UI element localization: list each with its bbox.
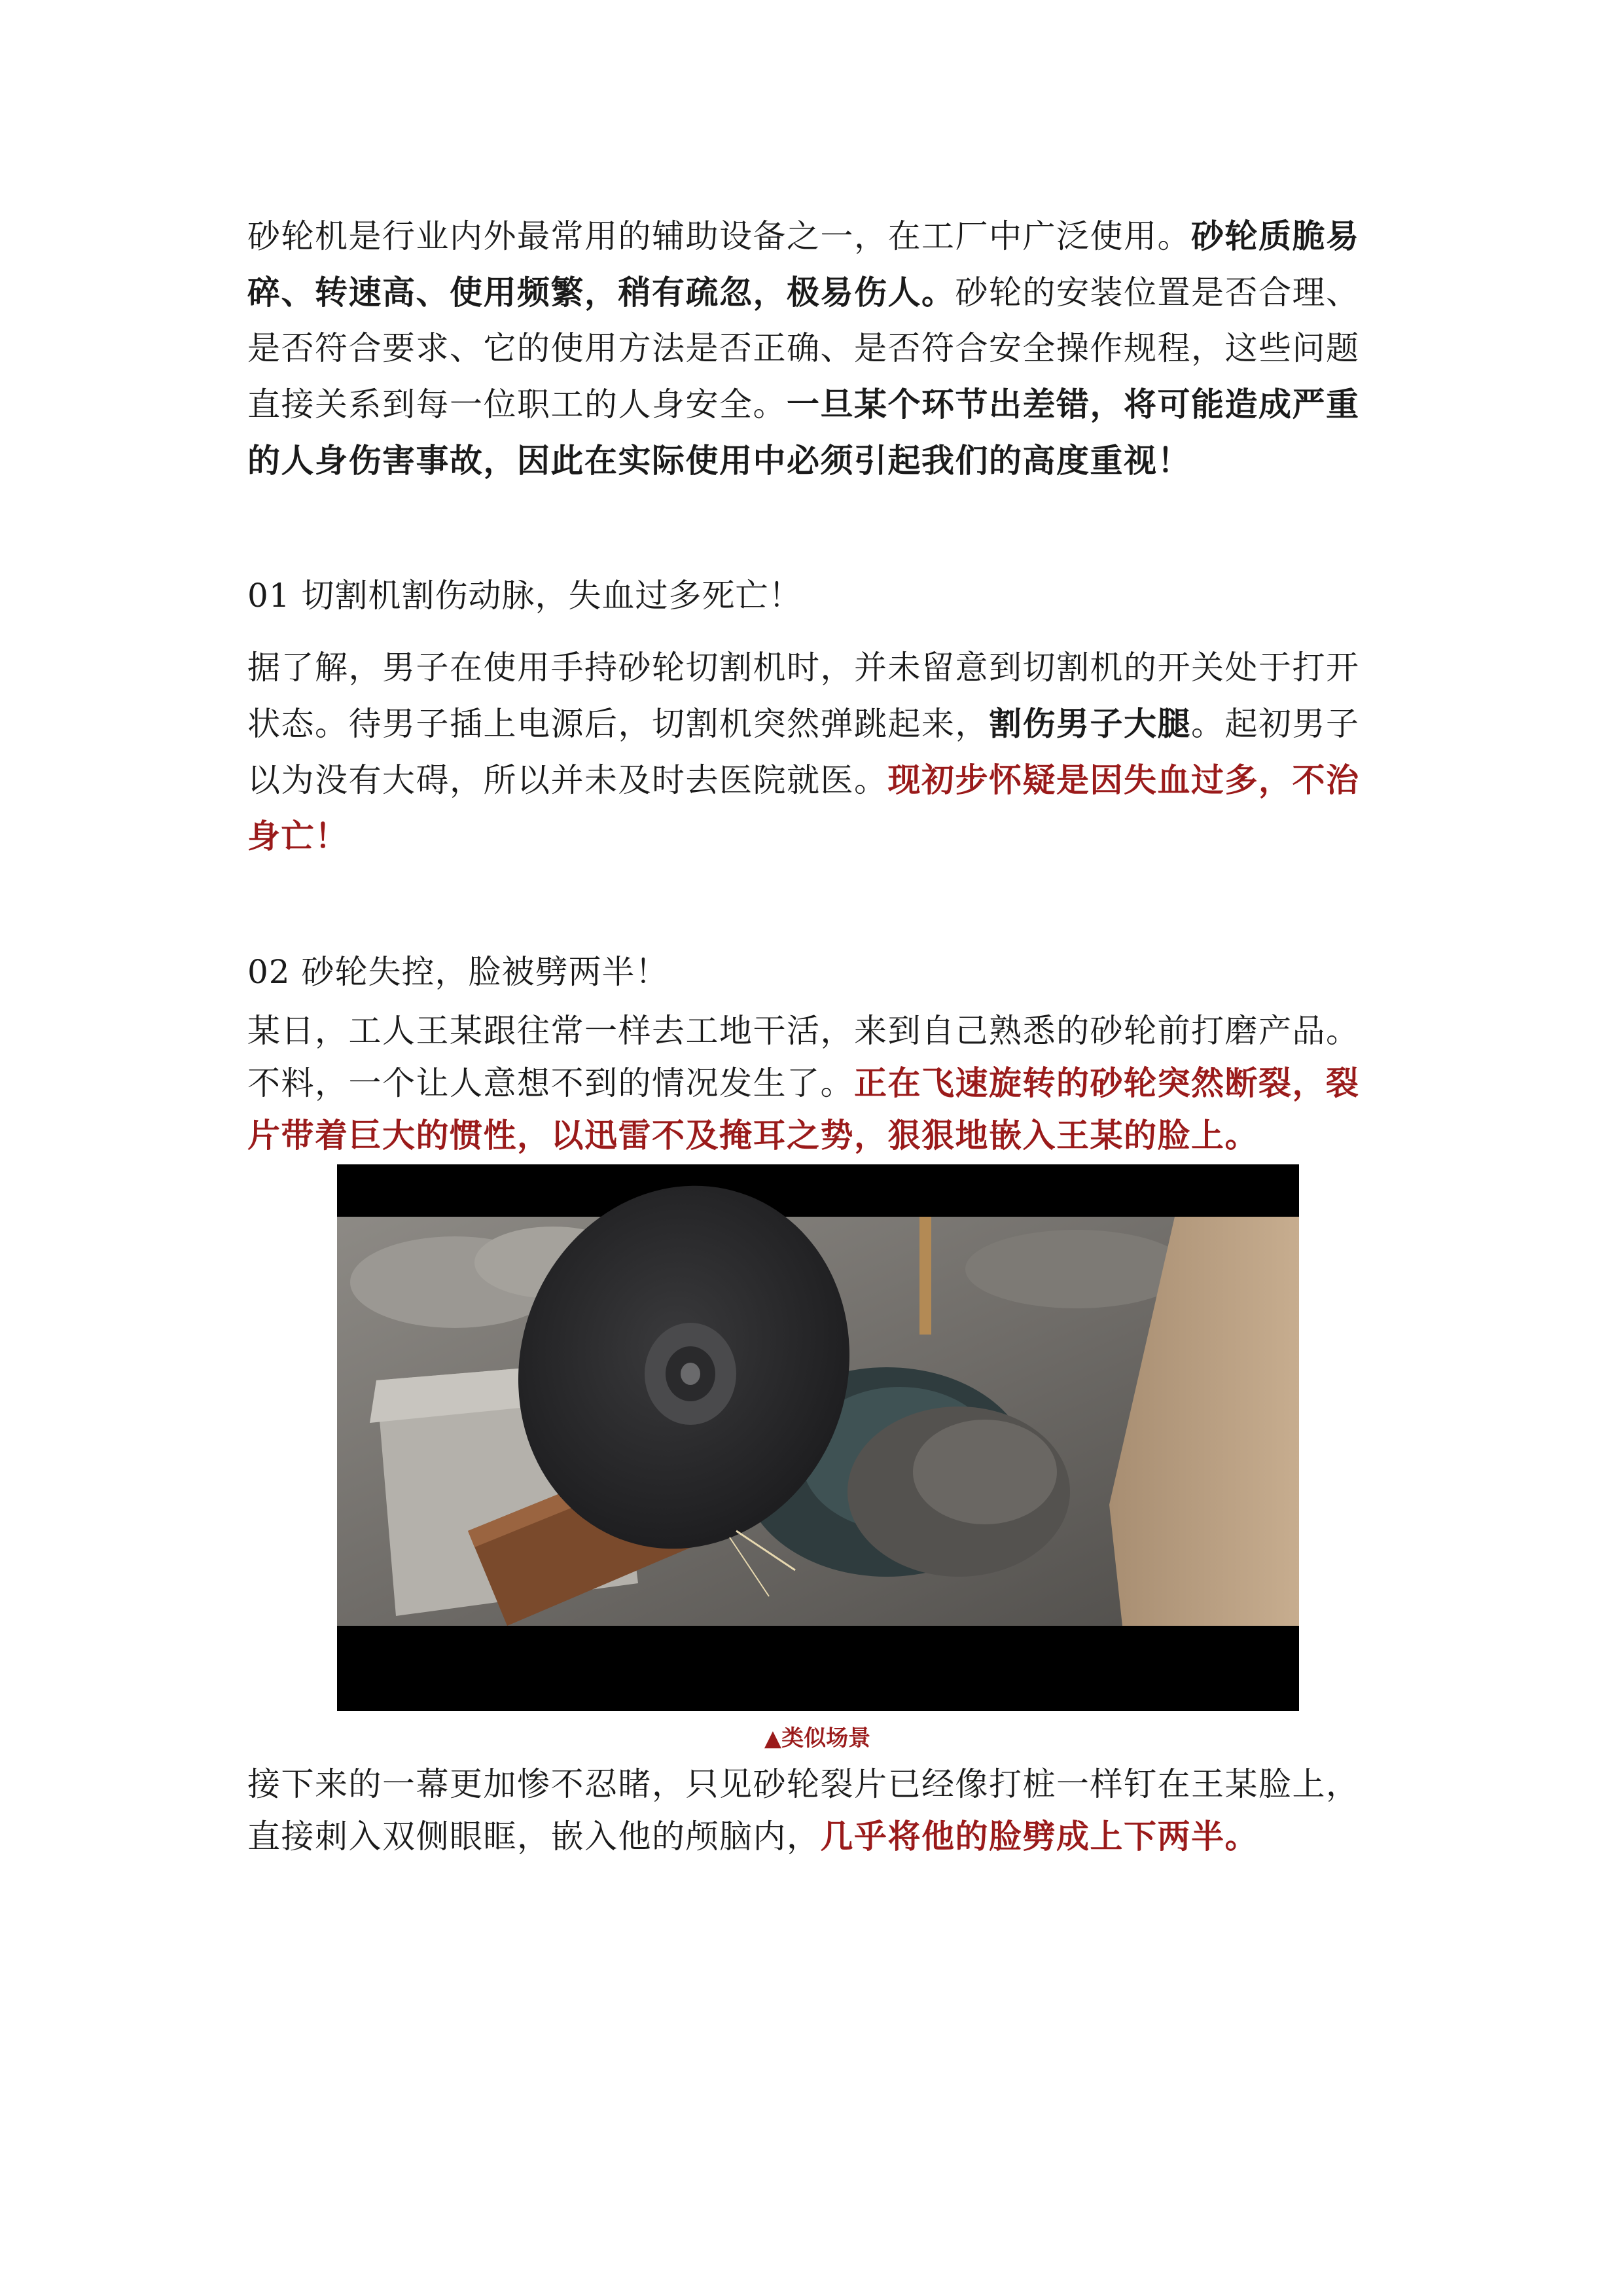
case1-text-2: 。起初男子以为没有大碍，所以并未及时去医院就医。 (247, 705, 1360, 799)
intro-text: 砂轮机是行业内外最常用的辅助设备之一，在工厂中广泛使用。 (247, 217, 1191, 255)
intro-paragraph (247, 208, 1387, 489)
case1-heading: 01 切割机割伤动脉，失血过多死亡！ (247, 577, 802, 615)
case2-highlight-2: 几乎将他的脸劈成上下两半。 (820, 1817, 1258, 1856)
intro-text-2: 砂轮的安装位置是否合理、是否符合要求、它的使用方法是否正确、是否符合安全操作规程，这些问题直接关系到每一位职工的人身安全。 (247, 274, 1360, 423)
case2-paragraph (247, 1005, 1387, 1162)
grinder-scene-image (337, 1164, 1299, 1711)
case2-text-2: 接下来的一幕更加惨不忍睹，只见砂轮裂片已经像打桩一样钉在王某脸上，直接刺入双侧眼眶，嵌入他的颅脑内， (247, 1765, 1360, 1856)
case1-emphasis: 割伤男子大腿 (989, 704, 1191, 743)
case2-text: 某日，工人王某跟往常一样去工地干活，来到自己熟悉的砂轮前打磨产品。不料，一个让人意想不到的情况发生了。 (247, 1012, 1360, 1102)
case1-paragraph (247, 640, 1387, 865)
case2-paragraph-2 (247, 1758, 1387, 1863)
image-caption: ▲类似场景 (764, 1725, 871, 1751)
case1-text: 据了解，男子在使用手持砂轮切割机时，并未留意到切割机的开关处于打开状态。待男子插上电源后，切割机突然弹跳起来， (247, 649, 1360, 743)
case1-highlight: 现初步怀疑是因失血过多，不治身亡！ (247, 761, 1360, 855)
intro-emphasis: 砂轮质脆易碎、转速高、使用频繁，稍有疏忽，极易伤人。 (247, 217, 1360, 312)
document-page (247, 208, 1387, 1863)
intro-emphasis-2: 一旦某个环节出差错，将可能造成严重的人身伤害事故，因此在实际使用中必须引起我们的高度重视！ (247, 385, 1360, 480)
case2-heading: 02 砂轮失控，脸被劈两半！ (247, 953, 669, 991)
case2-highlight: 正在飞速旋转的砂轮突然断裂，裂片带着巨大的惯性，以迅雷不及掩耳之势，狠狠地嵌入王某的脸上。 (247, 1064, 1360, 1155)
